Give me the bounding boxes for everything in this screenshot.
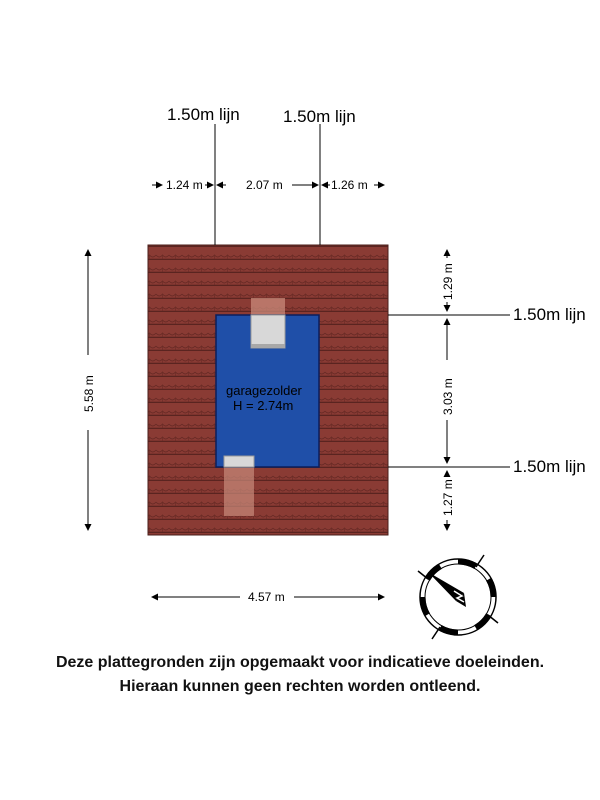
disclaimer-line-2: Hieraan kunnen geen rechten worden ontleend. [119,678,481,695]
dim-right-bottom: 1.27 m [441,479,455,516]
line-label-right-upper: 1.50m lijn [513,305,586,324]
dimension-left [82,250,96,530]
line-label-right-lower: 1.50m lijn [513,457,586,476]
dimension-bottom [152,590,384,604]
dim-left-total: 5.58 m [82,375,96,412]
height-line-top-right [283,107,356,245]
height-line-right-lower [388,457,586,476]
dim-bottom-total: 4.57 m [248,590,285,604]
room-height: H = 2.74m [233,398,294,413]
dim-top-right: 1.26 m [331,178,368,192]
line-label-top-right: 1.50m lijn [283,107,356,126]
line-label-top-left: 1.50m lijn [167,105,240,124]
dim-top-left: 1.24 m [166,178,203,192]
height-line-top-left [167,105,240,245]
disclaimer-line-1: Deze plattegronden zijn opgemaakt voor indicatieve doeleinden. [55,654,545,671]
skylight [224,456,254,467]
dim-right-middle: 3.03 m [441,378,455,415]
dim-top-middle: 2.07 m [246,178,283,192]
dimension-right [441,250,455,530]
height-line-right-upper [388,305,586,324]
dimension-top [152,178,384,192]
dim-right-top: 1.29 m [441,263,455,300]
skylight-shadow [224,466,254,516]
room-name: garagezolder [226,383,302,398]
chimney [251,315,285,348]
compass-icon [418,555,498,639]
